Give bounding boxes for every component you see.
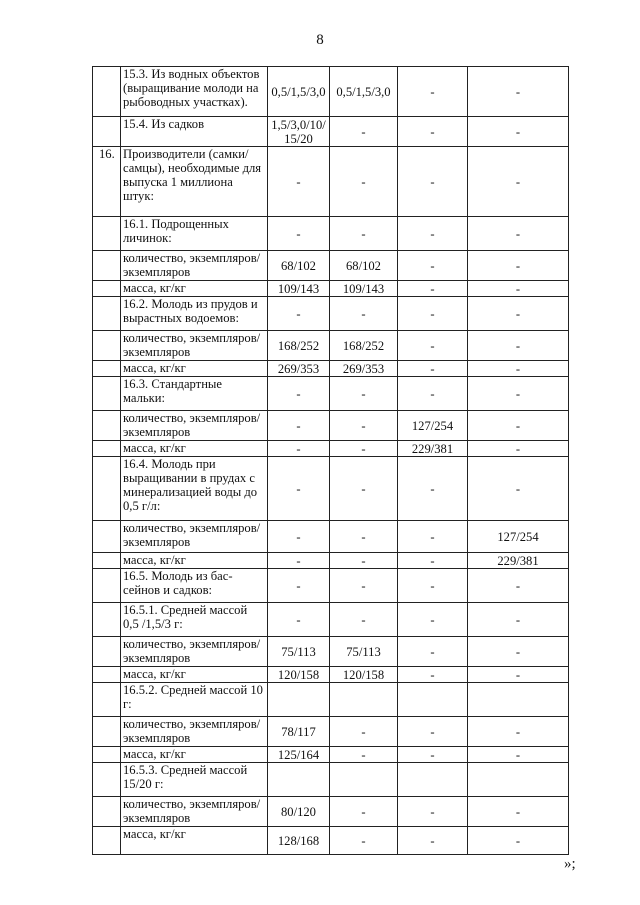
value-cell-3: - [398, 361, 468, 377]
value-cell-2: 75/113 [330, 637, 398, 667]
value-cell-4: - [468, 797, 569, 827]
value-cell-4: - [468, 827, 569, 855]
value-cell-2: - [330, 521, 398, 553]
table-row [93, 747, 569, 763]
row-label-cell: 15.4. Из садков [121, 117, 268, 147]
value-cell-1: 125/164 [268, 747, 330, 763]
value-cell-3: - [398, 569, 468, 603]
value-cell-3: 127/254 [398, 411, 468, 441]
value-cell-1: 269/353 [268, 361, 330, 377]
row-number-cell [93, 457, 121, 521]
value-cell-1: 120/158 [268, 667, 330, 683]
row-label-cell: 16.3. Стандартные мальки: [121, 377, 268, 411]
value-cell-1 [268, 683, 330, 717]
table-row [93, 637, 569, 667]
table-row [93, 377, 569, 411]
row-number-cell [93, 297, 121, 331]
row-number-cell [93, 683, 121, 717]
row-number-cell [93, 361, 121, 377]
value-cell-3: - [398, 117, 468, 147]
value-cell-3: 229/381 [398, 441, 468, 457]
value-cell-4: - [468, 717, 569, 747]
row-number-cell [93, 747, 121, 763]
table-row [93, 569, 569, 603]
row-label-cell: масса, кг/кг [121, 747, 268, 763]
value-cell-1: - [268, 603, 330, 637]
value-cell-2: 120/158 [330, 667, 398, 683]
row-number-cell [93, 569, 121, 603]
value-cell-3: - [398, 717, 468, 747]
value-cell-3: - [398, 521, 468, 553]
value-cell-3: - [398, 251, 468, 281]
value-cell-2: - [330, 603, 398, 637]
page-number: 8 [316, 32, 324, 48]
row-label-cell: количество, экземпляров/ экземпляров [121, 637, 268, 667]
value-cell-2: 168/252 [330, 331, 398, 361]
value-cell-4: - [468, 377, 569, 411]
value-cell-4: - [468, 67, 569, 117]
value-cell-4: - [468, 217, 569, 251]
row-number-cell [93, 603, 121, 637]
row-number-cell [93, 217, 121, 251]
value-cell-1 [268, 763, 330, 797]
value-cell-1: - [268, 569, 330, 603]
table-row [93, 67, 569, 117]
value-cell-4: - [468, 411, 569, 441]
value-cell-3: - [398, 637, 468, 667]
value-cell-1: - [268, 521, 330, 553]
value-cell-1: - [268, 553, 330, 569]
value-cell-4: - [468, 361, 569, 377]
value-cell-3: - [398, 603, 468, 637]
value-cell-4: - [468, 117, 569, 147]
value-cell-1: 80/120 [268, 797, 330, 827]
value-cell-1: - [268, 147, 330, 217]
value-cell-4: - [468, 667, 569, 683]
row-number-cell [93, 377, 121, 411]
value-cell-2 [330, 683, 398, 717]
value-cell-2: - [330, 569, 398, 603]
value-cell-4 [468, 763, 569, 797]
table-row [93, 667, 569, 683]
row-label-cell: масса, кг/кг [121, 667, 268, 683]
row-number-cell [93, 411, 121, 441]
table-row [93, 521, 569, 553]
value-cell-3: - [398, 147, 468, 217]
row-label-cell: масса, кг/кг [121, 441, 268, 457]
value-cell-1: 168/252 [268, 331, 330, 361]
value-cell-4: 229/381 [468, 553, 569, 569]
value-cell-2: - [330, 297, 398, 331]
value-cell-1: 75/113 [268, 637, 330, 667]
value-cell-4: - [468, 747, 569, 763]
row-label-cell: 16.5. Молодь из бас- сейнов и садков: [121, 569, 268, 603]
value-cell-1: - [268, 457, 330, 521]
value-cell-3 [398, 763, 468, 797]
value-cell-2: - [330, 441, 398, 457]
row-number-cell [93, 763, 121, 797]
table-row [93, 411, 569, 441]
value-cell-2: - [330, 717, 398, 747]
table-row [93, 683, 569, 717]
value-cell-2: - [330, 377, 398, 411]
row-number-cell [93, 441, 121, 457]
row-number-cell [93, 331, 121, 361]
value-cell-2: - [330, 553, 398, 569]
value-cell-4: - [468, 147, 569, 217]
table-body [93, 67, 569, 855]
row-label-cell: 16.2. Молодь из прудов и вырастных водоемов: [121, 297, 268, 331]
table-row [93, 331, 569, 361]
table-row [93, 147, 569, 217]
value-cell-4: 127/254 [468, 521, 569, 553]
row-number-cell [93, 251, 121, 281]
table-row [93, 717, 569, 747]
row-label-cell: количество, экземпляров/ экземпляров [121, 331, 268, 361]
table-row [93, 553, 569, 569]
value-cell-3: - [398, 827, 468, 855]
row-number-cell [93, 553, 121, 569]
value-cell-4: - [468, 251, 569, 281]
row-label-cell: 16.1. Подрощенных личинок: [121, 217, 268, 251]
table-row [93, 603, 569, 637]
value-cell-3: - [398, 667, 468, 683]
value-cell-3 [398, 683, 468, 717]
row-label-cell: количество, экземпляров/ экземпляров [121, 411, 268, 441]
table-row [93, 361, 569, 377]
row-label-cell: количество, экземпляров/ экземпляров [121, 521, 268, 553]
value-cell-4: - [468, 441, 569, 457]
data-table [92, 66, 569, 855]
table-row [93, 763, 569, 797]
value-cell-1: 78/117 [268, 717, 330, 747]
row-label-cell: 16.5.3. Средней массой 15/20 г: [121, 763, 268, 797]
value-cell-2: - [330, 411, 398, 441]
row-label-cell: 15.3. Из водных объектов (выращивание молоди на рыбоводных участках). [121, 67, 268, 117]
value-cell-2: 0,5/1,5/3,0 [330, 67, 398, 117]
value-cell-4: - [468, 331, 569, 361]
value-cell-2: - [330, 827, 398, 855]
value-cell-4: - [468, 569, 569, 603]
value-cell-1: - [268, 297, 330, 331]
value-cell-3: - [398, 297, 468, 331]
row-number-cell [93, 637, 121, 667]
value-cell-1: - [268, 441, 330, 457]
table-row [93, 457, 569, 521]
value-cell-1: 0,5/1,5/3,0 [268, 67, 330, 117]
table-row [93, 217, 569, 251]
table-row [93, 251, 569, 281]
row-label-cell: Производители (самки/самцы), необходимые для выпуска 1 миллиона штук: [121, 147, 268, 217]
row-number-cell [93, 827, 121, 855]
value-cell-4: - [468, 281, 569, 297]
table-row [93, 297, 569, 331]
value-cell-2: - [330, 147, 398, 217]
row-number-cell [93, 797, 121, 827]
value-cell-2: - [330, 217, 398, 251]
value-cell-1: 68/102 [268, 251, 330, 281]
row-label-cell: 16.4. Молодь при выращивании в прудах с минерализацией воды до 0,5 г/л: [121, 457, 268, 521]
value-cell-3: - [398, 797, 468, 827]
value-cell-2: - [330, 747, 398, 763]
value-cell-2: 109/143 [330, 281, 398, 297]
row-number-cell [93, 717, 121, 747]
value-cell-1: 1,5/3,0/10/ 15/20 [268, 117, 330, 147]
value-cell-1: - [268, 411, 330, 441]
value-cell-4: - [468, 637, 569, 667]
value-cell-1: 128/168 [268, 827, 330, 855]
value-cell-1: - [268, 377, 330, 411]
table-row [93, 281, 569, 297]
table-row [93, 117, 569, 147]
value-cell-2 [330, 763, 398, 797]
value-cell-4 [468, 683, 569, 717]
row-number-cell [93, 67, 121, 117]
value-cell-3: - [398, 747, 468, 763]
value-cell-4: - [468, 297, 569, 331]
row-label-cell: масса, кг/кг [121, 827, 268, 855]
row-label-cell: 16.5.1. Средней массой 0,5 /1,5/3 г: [121, 603, 268, 637]
row-label-cell: количество, экземпляров/ экземпляров [121, 797, 268, 827]
value-cell-4: - [468, 603, 569, 637]
value-cell-3: - [398, 377, 468, 411]
value-cell-4: - [468, 457, 569, 521]
value-cell-2: 68/102 [330, 251, 398, 281]
value-cell-1: 109/143 [268, 281, 330, 297]
row-label-cell: масса, кг/кг [121, 553, 268, 569]
value-cell-1: - [268, 217, 330, 251]
value-cell-2: 269/353 [330, 361, 398, 377]
row-label-cell: масса, кг/кг [121, 281, 268, 297]
value-cell-2: - [330, 457, 398, 521]
row-label-cell: масса, кг/кг [121, 361, 268, 377]
row-number-cell [93, 667, 121, 683]
row-label-cell: количество, экземпляров/ экземпляров [121, 717, 268, 747]
value-cell-3: - [398, 281, 468, 297]
row-number-cell [93, 521, 121, 553]
value-cell-3: - [398, 217, 468, 251]
table-row [93, 797, 569, 827]
value-cell-3: - [398, 331, 468, 361]
value-cell-3: - [398, 553, 468, 569]
row-label-cell: 16.5.2. Средней массой 10 г: [121, 683, 268, 717]
row-number-cell [93, 281, 121, 297]
value-cell-2: - [330, 797, 398, 827]
row-number-cell: 16. [93, 147, 121, 217]
value-cell-3: - [398, 457, 468, 521]
value-cell-2: - [330, 117, 398, 147]
row-label-cell: количество, экземпляров/ экземпляров [121, 251, 268, 281]
closing-quote: »; [564, 856, 576, 872]
row-number-cell [93, 117, 121, 147]
table-row [93, 441, 569, 457]
table-row [93, 827, 569, 855]
value-cell-3: - [398, 67, 468, 117]
